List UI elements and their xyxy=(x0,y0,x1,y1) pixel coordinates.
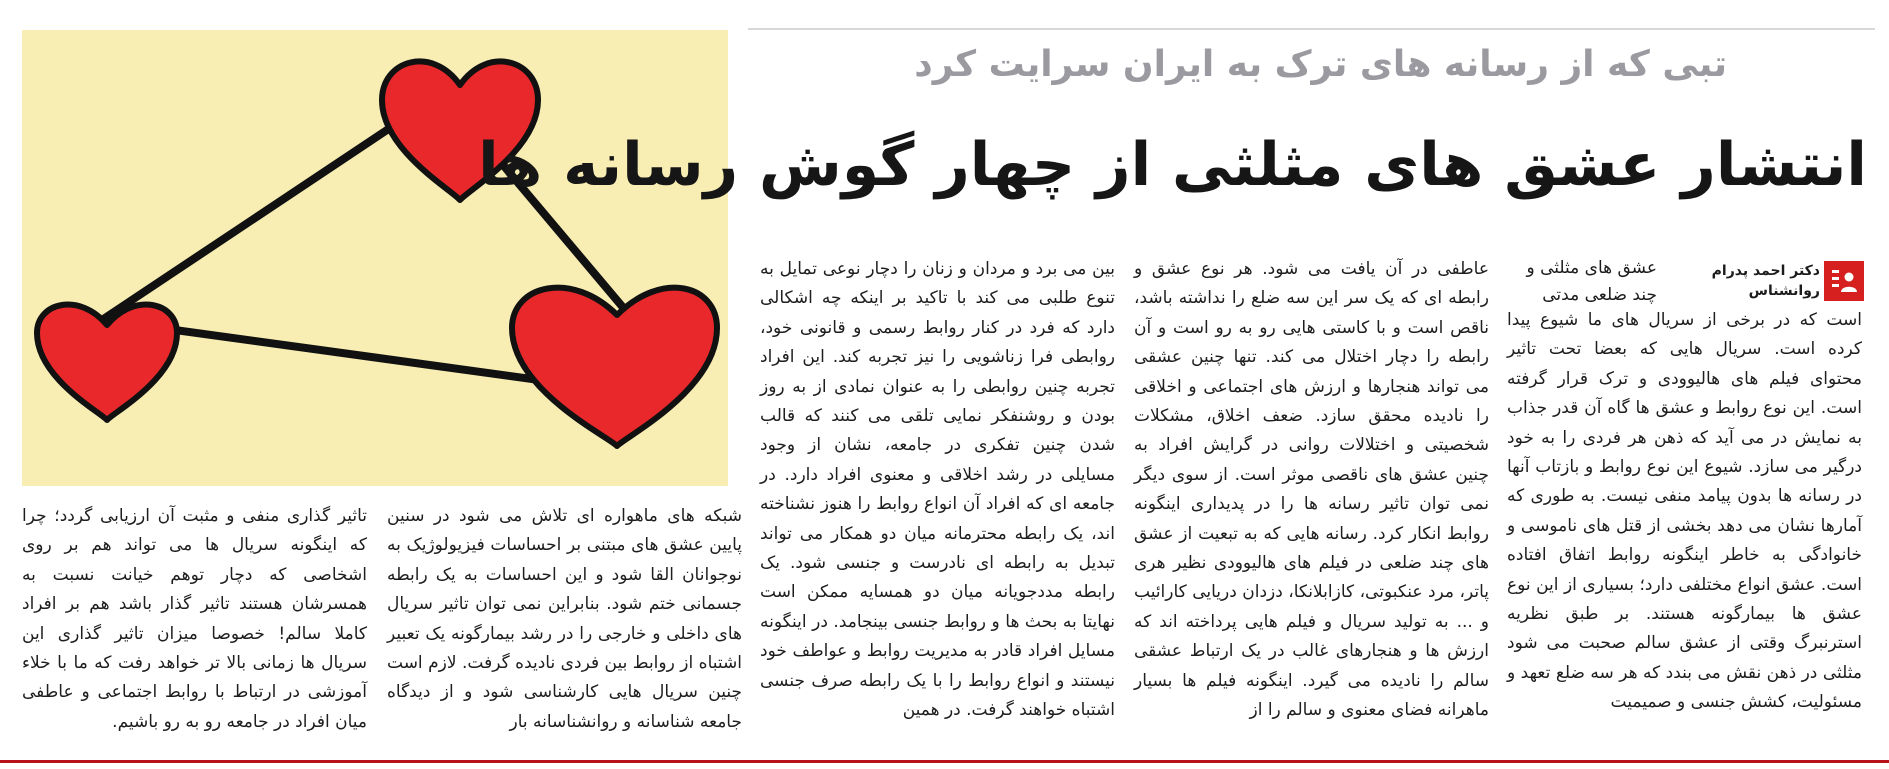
article-header xyxy=(478,30,1867,230)
article-column-2 xyxy=(1134,255,1489,745)
author-role: روانشناس xyxy=(1748,283,1820,299)
author-icon xyxy=(1824,261,1864,301)
author-byline xyxy=(1666,257,1864,305)
article-headline: انتشار عشق های مثلثی از چهار گوش رسانه ها xyxy=(478,130,1867,200)
heart-left-icon xyxy=(37,305,177,420)
article-column-5 xyxy=(22,502,367,746)
column-text: است که در برخی از سریال های ما شیوع پیدا کرده است. سریال هایی که بعضا تحت تاثیر محتوای فیلم های هالیوودی و ترک قرار گرفته است. این نوع روابط و عشق ها گاه آن قدر جذاب به نمایش در می آید که ذهن هر فردی را به خود درگیر می سازد. شیوع این نوع روابط و بازتاب آنها در رسانه ها بدون پیامد منفی نیست. به طوری که آمارها نشان می دهد بخشی از قتل های ناموسی و خانوادگی به خاطر اینگونه روابط اتفاق افتاده است. عشق انواع مختلفی دارد؛ بسیاری از این نوع عشق ها بیمارگونه هستند. بر طبق نظریه استرنبرگ وقتی از عشق سالم صحبت می شود مثلثی در ذهن نقش می بندد که هر سه ضلع تعهد و مسئولیت، کشش جنسی و صمیمیت xyxy=(1507,310,1862,713)
column-text: تاثیر گذاری منفی و مثبت آن ارزیابی گردد؛ چرا که اینگونه سریال ها می تواند هم بر روی اشخاصی که دچار توهم خیانت نسبت به همسرشان هستند تاثیر گذار باشد هم بر افراد کاملا سالم! خصوصا میزان تاثیر گذاری این سریال ها زمانی بالا تر خواهد رفت که ما با خلاء آموزشی در ارتباط با روابط اجتماعی و عاطفی میان افراد در جامعه رو به رو باشیم. xyxy=(22,506,367,732)
article-lead: عشق های مثلثی و چند ضلعی مدتی xyxy=(1526,258,1657,305)
column-text: شبکه های ماهواره ای تلاش می شود در سنین پایین عشق های مبتنی بر احساسات فیزیولوژیک به نوجوانان القا شود و این احساسات به یک رابطه جسمانی ختم شود. بنابراین نمی توان تاثیر سریال های داخلی و خارجی را در رشد بیمارگونه یک تعبیر اشتباه از روابط بین فردی نادیده گرفت. لازم است چنین سریال هایی کارشناسی شود و از دیدگاه جامعه شناسانه و روانشناسانه بار xyxy=(387,506,742,732)
bottom-rule xyxy=(0,760,1889,763)
article-column-1 xyxy=(1507,306,1862,746)
article-kicker: تبی که از رسانه های ترک به ایران سرایت کرد xyxy=(914,44,1727,85)
article-illustration xyxy=(22,30,728,486)
article-column-3 xyxy=(760,255,1115,745)
heart-right-icon xyxy=(512,288,717,446)
hearts-triangle-graphic xyxy=(22,30,728,486)
author-name: دکتر احمد پدرام xyxy=(1711,263,1820,279)
connector-line-top-left xyxy=(102,110,417,320)
column-text: عاطفی در آن یافت می شود. هر نوع عشق و رابطه ای که یک سر این سه ضلع را نداشته باشد، ناقص است و با کاستی هایی رو به رو است و آن رابطه را دچار اختلال می کند. تنها چنین عشقی می تواند هنجارها و ارزش های اجتماعی و اخلاقی را نادیده محقق سازد. ضعف اخلاق، مشکلات شخصیتی و اختلالات روانی در گرایش افراد به چنین عشق های ناقصی موثر است. از سوی دیگر نمی توان تاثیر رسانه ها را در پدیداری اینگونه روابط انکار کرد. رسانه هایی که به تبعیت از عشق های چند ضلعی در فیلم های هالیوودی نظیر هری پاتر، مرد عنکبوتی، کازابلانکا، دزدان دریایی کارائیب و ... به تولید سریال و فیلم هایی پرداخته اند که ارزش ها و هنجارهای غالب در یک ارتباط عشقی سالم را نادیده می گیرد. اینگونه فیلم ها بسیار ماهرانه فضای معنوی و سالم را از xyxy=(1134,259,1489,721)
article-column-4 xyxy=(387,502,742,746)
column-text: بین می برد و مردان و زنان را دچار نوعی تمایل به تنوع طلبی می کند با تاکید بر اینکه چه اشکالی دارد که فرد در کنار روابط رسمی و قانونی خود، روابطی فرا زناشویی را نیز تجربه کند. این افراد تجربه چنین روابطی را به عنوان نمادی از به روز بودن و روشنفکر نمایی تلقی می کنند که قالب شدن چنین تفکری در جامعه، نشان از وجود مسایلی در رشد اخلاقی و معنوی افراد دارد. در جامعه ای که افراد آن انواع روابط را هنوز نشناخته اند، یک رابطه محترمانه میان دو همکار می تواند تبدیل به رابطه ای نادرست و جنسی شود. یک رابطه مددجویانه میان دو همسایه ممکن است نهایتا به بحث ها و روابط جنسی بینجامد. در اینگونه مسایل افراد قادر به مدیریت روابط و عواطف خود نیستند و انواع روابط را با یک رابطه صرف جنسی اشتباه خواهند گرفت. در همین xyxy=(760,259,1115,721)
